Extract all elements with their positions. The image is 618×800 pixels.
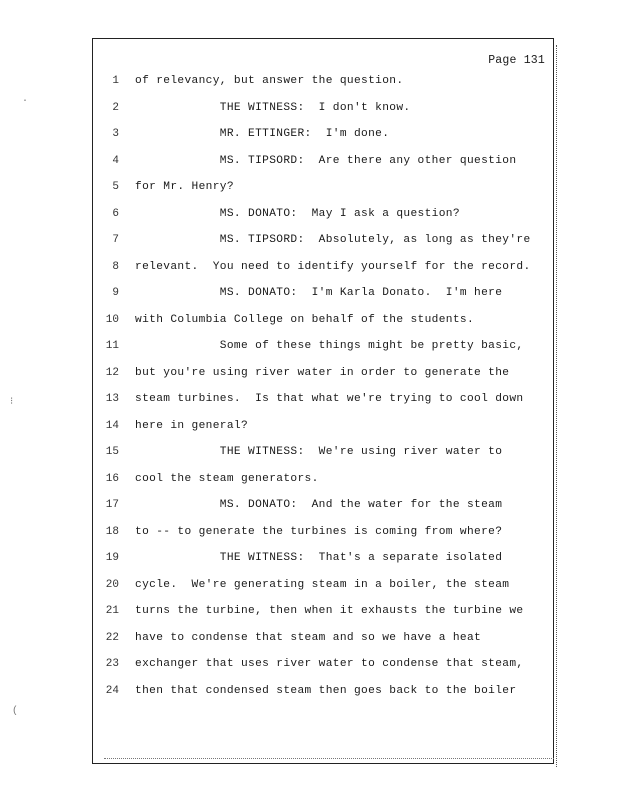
transcript-line xyxy=(93,499,553,515)
line-number: 11 xyxy=(105,340,119,352)
line-number: 15 xyxy=(105,446,119,458)
line-number: 9 xyxy=(112,287,119,299)
line-number: 18 xyxy=(105,525,119,538)
scan-mark-bottom: ( xyxy=(12,706,19,717)
transcript-line xyxy=(93,473,553,489)
line-text: have to condense that steam and so we have a heat xyxy=(135,631,482,644)
transcript-line xyxy=(93,102,553,118)
line-number: 12 xyxy=(105,366,119,379)
transcript-line xyxy=(93,579,553,595)
line-number: 7 xyxy=(112,234,119,246)
line-number: 10 xyxy=(105,313,119,326)
line-number: 2 xyxy=(112,101,119,114)
line-number: 5 xyxy=(112,181,119,193)
line-text: here in general? xyxy=(135,419,249,432)
line-text: for Mr. Henry? xyxy=(135,181,234,193)
line-text: Some of these things might be pretty basic, xyxy=(135,340,524,352)
line-number: 21 xyxy=(105,605,119,617)
line-number: 8 xyxy=(112,260,119,273)
transcript-line xyxy=(93,393,553,409)
line-text: MS. DONATO: May I ask a question? xyxy=(135,207,460,220)
line-text: to -- to generate the turbines is coming from where? xyxy=(135,525,503,538)
transcript-line xyxy=(93,605,553,621)
transcript-line xyxy=(93,340,553,356)
line-text: relevant. You need to identify yourself for the record. xyxy=(135,260,531,273)
transcript-page xyxy=(92,38,554,764)
line-number: 24 xyxy=(105,684,119,697)
footer-rule xyxy=(104,758,554,759)
line-number: 14 xyxy=(105,419,119,432)
line-number: 17 xyxy=(105,499,119,511)
line-text: exchanger that uses river water to condense that steam, xyxy=(135,658,524,670)
line-number: 23 xyxy=(105,658,119,670)
page-number: Page 131 xyxy=(488,54,545,67)
transcript-line xyxy=(93,234,553,250)
transcript-line xyxy=(93,367,553,383)
transcript-line xyxy=(93,526,553,542)
transcript-line xyxy=(93,446,553,462)
transcript-line xyxy=(93,314,553,330)
line-text: of relevancy, but answer the question. xyxy=(135,75,404,87)
transcript-line xyxy=(93,208,553,224)
transcript-line xyxy=(93,181,553,197)
line-text: then that condensed steam then goes back to the boiler xyxy=(135,684,517,697)
transcript-line xyxy=(93,261,553,277)
line-number: 16 xyxy=(105,472,119,485)
line-number: 3 xyxy=(112,128,119,140)
line-number: 20 xyxy=(105,578,119,591)
scan-mark-mid: ⁝ xyxy=(10,397,14,408)
line-number: 6 xyxy=(112,207,119,220)
transcript-line xyxy=(93,287,553,303)
transcript-line xyxy=(93,420,553,436)
line-text: THE WITNESS: I don't know. xyxy=(135,101,411,114)
line-text: MS. DONATO: I'm Karla Donato. I'm here xyxy=(135,287,503,299)
transcript-line xyxy=(93,155,553,171)
line-text: MS. TIPSORD: Absolutely, as long as they're xyxy=(135,234,531,246)
line-text: MS. TIPSORD: Are there any other question xyxy=(135,154,517,167)
line-text: THE WITNESS: We're using river water to xyxy=(135,446,503,458)
line-text: with Columbia College on behalf of the students. xyxy=(135,313,475,326)
line-text: THE WITNESS: That's a separate isolated xyxy=(135,552,503,564)
line-number: 22 xyxy=(105,631,119,644)
transcript-line xyxy=(93,75,553,91)
line-text: turns the turbine, then when it exhausts the turbine we xyxy=(135,605,524,617)
transcript-line xyxy=(93,658,553,674)
line-text: but you're using river water in order to generate the xyxy=(135,366,510,379)
transcript-line xyxy=(93,632,553,648)
line-text: MR. ETTINGER: I'm done. xyxy=(135,128,390,140)
line-text: steam turbines. Is that what we're trying to cool down xyxy=(135,393,524,405)
line-text: cycle. We're generating steam in a boiler, the steam xyxy=(135,578,510,591)
transcript-line xyxy=(93,128,553,144)
line-number: 13 xyxy=(105,393,119,405)
transcript-line xyxy=(93,552,553,568)
line-text: MS. DONATO: And the water for the steam xyxy=(135,499,503,511)
transcript-line xyxy=(93,685,553,701)
line-number: 19 xyxy=(105,552,119,564)
line-number: 1 xyxy=(112,75,119,87)
line-number: 4 xyxy=(112,154,119,167)
line-text: cool the steam generators. xyxy=(135,472,319,485)
scan-mark-top: · xyxy=(22,96,29,107)
